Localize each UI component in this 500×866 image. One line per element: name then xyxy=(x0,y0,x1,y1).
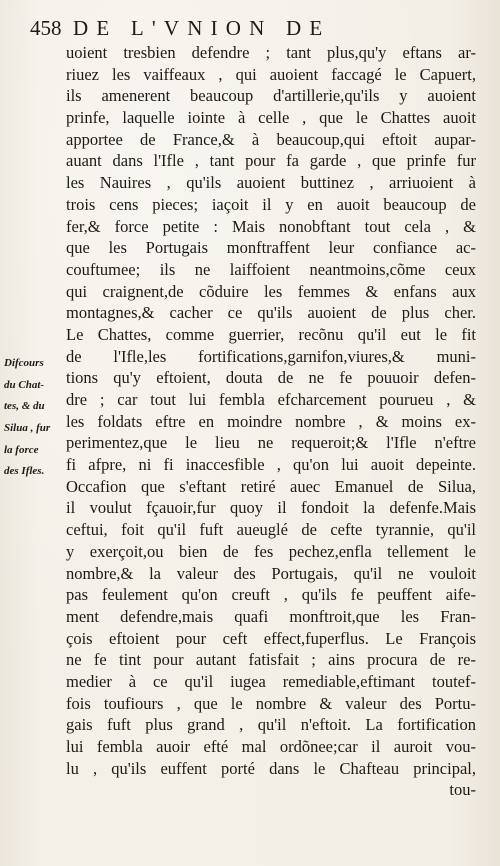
text-line: fer,& force petite : Mais nonobftant tout cela , & xyxy=(66,216,476,236)
catchword: tou- xyxy=(449,780,476,800)
text-line: qui craignent,de cõduire les femmes & enfans aux xyxy=(66,281,476,301)
text-line: les foldats eftre en moindre nombre , & moins ex- xyxy=(66,411,476,431)
text-line: riuez les vaiffeaux , qui auoient faccagé le Capuert, xyxy=(66,64,476,84)
text-line: nombre,& la valeur des Portugais, qu'il ne vouloit xyxy=(66,563,476,583)
text-line: fi afpre, ni fi inaccesfible , qu'on lui auoit depeinte. xyxy=(66,455,476,475)
margin-note-line: tes, & du xyxy=(4,400,45,413)
text-line: auant dans l'Ifle , tant pour fa garde , que prinfe fur xyxy=(66,151,476,171)
running-title: DE L'VNION DE xyxy=(73,16,331,40)
text-line: prinfe, laquelle iointe à celle , que le Chattes auoit xyxy=(66,108,476,128)
text-line: uoient tresbien defendre ; tant plus,qu'y eftans ar- xyxy=(66,43,476,62)
text-line: couftumee; ils ne laiffoient neantmoins,cõme ceux xyxy=(66,259,476,279)
text-line: de l'Ifle,les fortifications,garnifon,viures,& muni- xyxy=(66,346,476,366)
running-head xyxy=(30,16,470,40)
text-line: ne fe tint pour autant fatisfait ; ains procura de re- xyxy=(66,650,476,670)
margin-note-line: Difcours xyxy=(4,357,44,369)
text-line: gais fuft plus grand , qu'il n'eftoit. La fortification xyxy=(66,715,476,735)
margin-note-line: Silua , fur xyxy=(4,422,51,435)
margin-note xyxy=(4,353,60,483)
text-line: y exerçoit,ou bien de fes pechez,enfla tellement le xyxy=(66,541,476,561)
margin-note-line: la force xyxy=(4,443,39,456)
text-line: çois eftoient pour ceft effect,fuperflus. Le François xyxy=(66,628,476,648)
text-line: tions qu'y eftoient, douta de ne fe pouuoir defen- xyxy=(66,368,476,388)
text-line: lui fembla auoir efté mal ordõnee;car il auroit vou- xyxy=(66,737,476,756)
text-line: trois cens pieces; iaçoit il y en auoit beaucoup de xyxy=(66,194,476,214)
text-line: ceftui, foit qu'il fuft aueuglé de cefte tyrannie, qu'il xyxy=(66,520,476,540)
page-number: 458 xyxy=(30,16,62,40)
body-text xyxy=(66,42,476,801)
text-line: lu , qu'ils euffent porté dans le Chafteau principal, xyxy=(66,758,476,778)
text-line: ils amenerent beaucoup d'artillerie,qu'ils y auoient xyxy=(66,86,476,106)
text-line: Le Chattes, comme guerrier, recõnu qu'il eut le fit xyxy=(66,324,476,344)
text-line: pas feulement qu'on creuft , qu'ils fe peuffent aife- xyxy=(66,585,476,605)
text-line: montagnes,& cacher ce qu'ils auoient de plus cher. xyxy=(66,303,476,323)
text-line: perimentez,que le lieu ne requeroit;& l'Ifle n'eftre xyxy=(66,433,476,453)
text-line: fois toufiours , que le nombre & valeur des Portu- xyxy=(66,693,476,713)
text-line: ment defendre,mais quafi monftroit,que les Fran- xyxy=(66,606,476,626)
text-line: medier à ce qu'il iugea remediable,eftimant toutef- xyxy=(66,671,476,691)
margin-note-line: du Chat- xyxy=(4,378,45,391)
margin-note-line: des Ifles. xyxy=(4,465,45,478)
text-line: que les Portugais monftraffent leur confiance ac- xyxy=(66,238,476,258)
text-line: Occafion que s'eftant retiré auec Emanuel de Silua, xyxy=(66,476,476,496)
text-line: dre ; car tout lui fembla efcharcement pourueu , & xyxy=(66,390,476,409)
text-line: apportee de France,& à beaucoup,qui eftoit aupar- xyxy=(66,129,476,149)
text-line: les Nauires , qu'ils auoient buttinez , arriuoient à xyxy=(66,173,476,193)
text-line: il voulut fçauoir,fur quoy il fondoit la defenfe.Mais xyxy=(66,498,476,518)
